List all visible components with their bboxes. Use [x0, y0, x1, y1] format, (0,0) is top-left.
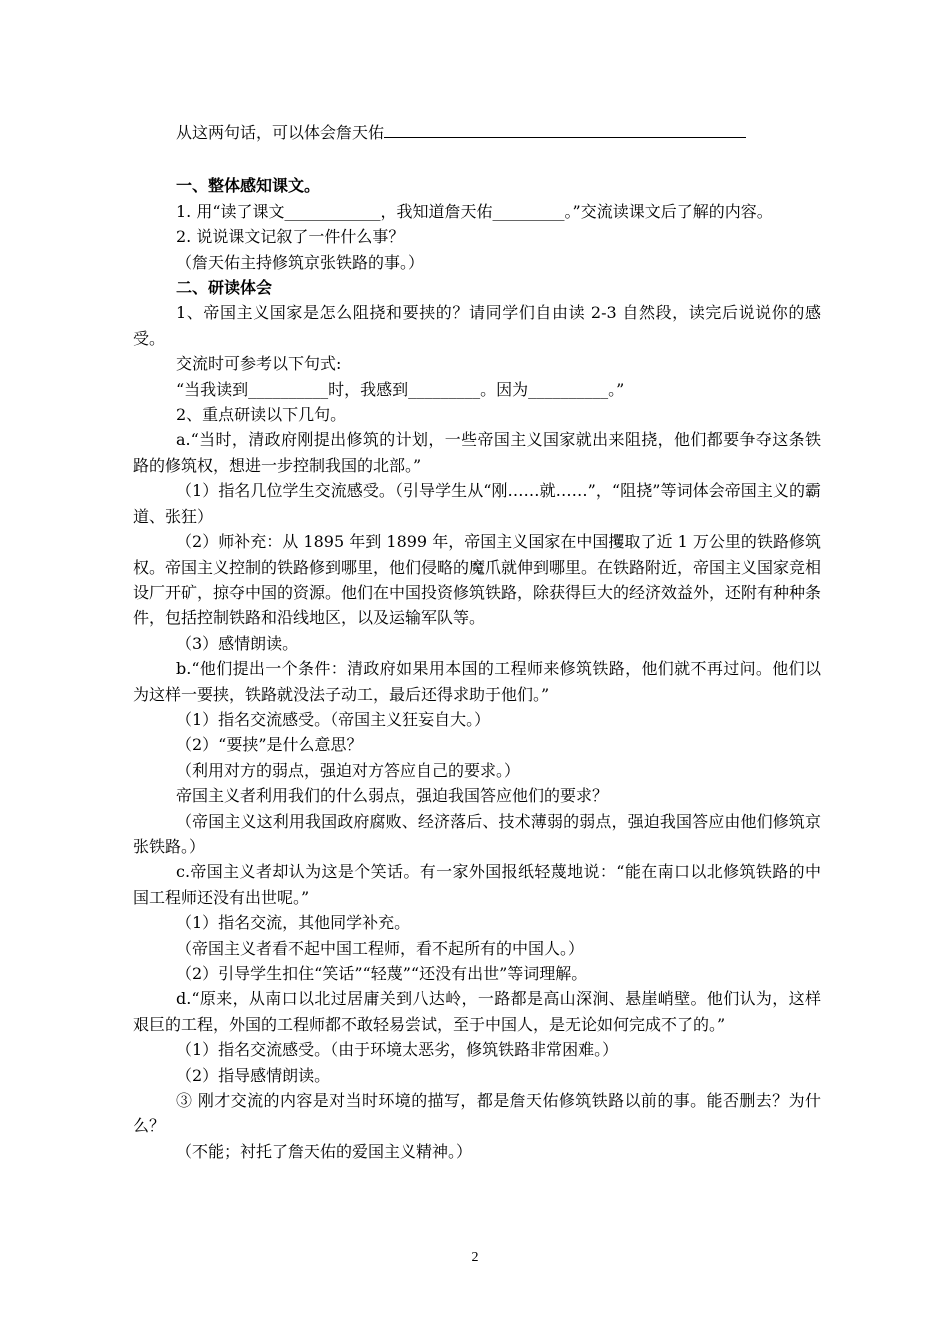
question-2: 2. 说说课文记叙了一件什么事？ [176, 227, 405, 247]
page-number: 2 [471, 1250, 479, 1265]
item-c1-answer: （帝国主义者看不起中国工程师，看不起所有的中国人。） [176, 938, 585, 958]
item-b3-answer: （帝国主义这利用我国政府腐败、经济落后、技术薄弱的弱点，强迫我国答应由他们修筑京张铁路。） [133, 811, 821, 856]
intro-text: 从这两句话，可以体会詹天佑 [176, 123, 385, 142]
answer-blank [384, 121, 746, 138]
item-b2: （2）“要挟”是什么意思？ [176, 735, 363, 755]
quote-b: b.“他们提出一个条件：清政府如果用本国的工程师来修筑铁路，他们就不再过问。他们以为这样一要挟，铁路就没法子动工，最后还得求助于他们。” [133, 659, 821, 704]
spacer [133, 145, 821, 173]
section-heading-2: 二、研读体会 [176, 278, 273, 298]
item-c1: （1）指名交流，其他同学补充。 [176, 913, 411, 933]
item-b3: 帝国主义者利用我们的什么弱点，强迫我国答应他们的要求？ [176, 786, 609, 806]
sentence-pattern: “当我读到__________时，我感到_________。因为__________。” [176, 379, 625, 399]
paragraph: 交流时可参考以下句式: [176, 354, 342, 374]
item-e-answer: （不能；衬托了詹天佑的爱国主义精神。） [176, 1141, 473, 1161]
paragraph: 2、重点研读以下几句。 [176, 405, 347, 425]
item-a3: （3）感情朗读。 [176, 633, 299, 653]
item-a1: （1）指名几位学生交流感受。（引导学生从“刚……就……”，“阻挠”等词体会帝国主义的霸道、张狂） [133, 481, 821, 526]
item-b1: （1）指名交流感受。（帝国主义狂妄自大。） [176, 709, 491, 729]
intro-line [176, 120, 821, 145]
quote-d: d.“原来，从南口以北过居庸关到八达岭，一路都是高山深涧、悬崖峭壁。他们认为，这样艰巨的工程，外国的工程师都不敢轻易尝试，至于中国人，是无论如何完成不了的。” [133, 989, 821, 1034]
item-d1: （1）指名交流感受。（由于环境太恶劣，修筑铁路非常困难。） [176, 1040, 619, 1060]
page-content [133, 120, 821, 1164]
section-heading-1: 一、整体感知课文。 [176, 176, 321, 196]
question-1: 1. 用“读了课文____________，我知道詹天佑_________。”交流读课文后了解的内容。 [176, 201, 773, 221]
item-e: ③ 刚才交流的内容是对当时环境的描写，都是詹天佑修筑铁路以前的事。能否删去？为什么？ [133, 1091, 821, 1136]
item-c2: （2）引导学生扣住“笑话”“轻蔑”“还没有出世”等词理解。 [176, 964, 588, 983]
item-a2: （2）师补充：从 1895 年到 1899 年，帝国主义国家在中国攫取了近 1 万公里的铁路修筑权。帝国主义控制的铁路修到哪里，他们侵略的魔爪就伸到哪里。在铁路附近，帝国主义国家竞相设厂开矿，掠夺中国的资源。他们在中国投资修筑铁路，除获得巨大的经济效益外，还附有种种条件，包括控制铁路和沿线地区，以及运输军队等。 [133, 532, 822, 628]
answer-2: （詹天佑主持修筑京张铁路的事。） [176, 252, 425, 272]
quote-a: a.“当时，清政府刚提出修筑的计划，一些帝国主义国家就出来阻挠，他们都要争夺这条铁路的修筑权，想进一步控制我国的北部。” [133, 430, 821, 475]
quote-c: c.帝国主义者却认为这是个笑话。有一家外国报纸轻蔑地说：“能在南口以北修筑铁路的中国工程师还没有出世呢。” [133, 862, 821, 907]
item-b2-answer: （利用对方的弱点，强迫对方答应自己的要求。） [176, 760, 521, 780]
item-d2: （2）指导感情朗读。 [176, 1065, 331, 1085]
paragraph: 1、帝国主义国家是怎么阻挠和要挟的？请同学们自由读 2-3 自然段，读完后说说你的感受。 [133, 303, 821, 348]
